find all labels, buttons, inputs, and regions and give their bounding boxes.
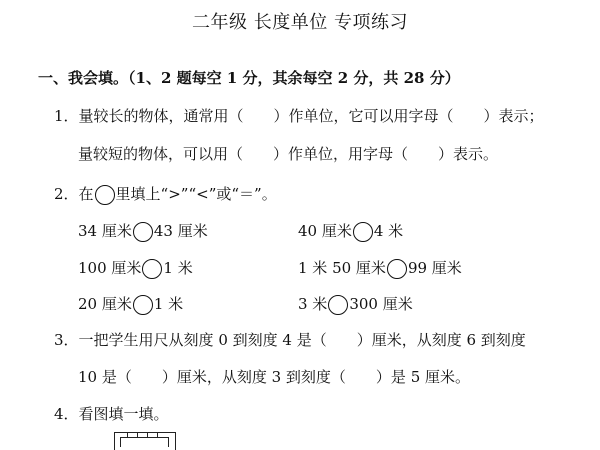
compare-right: 300 厘米 xyxy=(349,295,413,313)
compare-right: 1 米 xyxy=(163,259,193,277)
compare-item xyxy=(78,258,193,279)
compare-circle-blank[interactable] xyxy=(142,259,162,279)
compare-item xyxy=(298,294,413,315)
question-4-line-1: 4．看图填一填。 xyxy=(54,405,169,423)
section-heading xyxy=(38,68,460,88)
compare-circle-blank[interactable] xyxy=(133,295,153,315)
ruler-tick xyxy=(157,433,158,438)
compare-item xyxy=(298,258,462,279)
ruler-image-icon xyxy=(114,432,176,450)
question-3-line-2: 10 是（ ）厘米，从刻度 3 到刻度（ ）是 5 厘米。 xyxy=(78,368,471,386)
compare-right: 43 厘米 xyxy=(153,222,208,240)
page-title: 二年级 长度单位 专项练习 xyxy=(192,12,408,33)
compare-right: 4 米 xyxy=(373,222,404,240)
compare-circle-blank[interactable] xyxy=(133,222,153,242)
section-scoring: （1、2 题每空 1 分，其余每空 2 分，共 28 分） xyxy=(128,69,460,87)
ruler-inner-frame xyxy=(120,437,169,447)
question-2-suffix: 里填上“>”“<”或“＝”。 xyxy=(115,185,277,203)
compare-left: 100 厘米 xyxy=(78,259,142,277)
compare-left: 34 厘米 xyxy=(78,222,132,240)
ruler-tick xyxy=(127,433,128,438)
compare-circle-blank[interactable] xyxy=(328,295,348,315)
compare-left: 1 米 50 厘米 xyxy=(298,259,386,277)
compare-left: 40 厘米 xyxy=(298,222,352,240)
compare-item xyxy=(78,221,208,242)
compare-circle-blank[interactable] xyxy=(387,259,407,279)
compare-left: 20 厘米 xyxy=(78,295,132,313)
compare-item xyxy=(298,221,403,242)
section-title: 一、我会填。 xyxy=(38,69,129,87)
question-2-prefix: 2．在 xyxy=(54,185,94,203)
question-2-instruction xyxy=(54,184,277,205)
ruler-tick xyxy=(147,433,148,438)
compare-left: 3 米 xyxy=(298,295,328,313)
question-1-line-1: 1．量较长的物体，通常用（ ）作单位，它可以用字母（ ）表示； xyxy=(54,107,544,125)
compare-right: 1 米 xyxy=(153,295,184,313)
compare-circle-blank[interactable] xyxy=(353,222,373,242)
ruler-tick xyxy=(137,433,138,438)
compare-right: 99 厘米 xyxy=(407,259,462,277)
question-3-line-1: 3．一把学生用尺从刻度 0 到刻度 4 是（ ）厘米，从刻度 6 到刻度 xyxy=(54,331,526,349)
compare-item xyxy=(78,294,183,315)
question-1-line-2: 量较短的物体，可以用（ ）作单位，用字母（ ）表示。 xyxy=(78,145,499,163)
circle-blank-icon xyxy=(95,185,115,205)
